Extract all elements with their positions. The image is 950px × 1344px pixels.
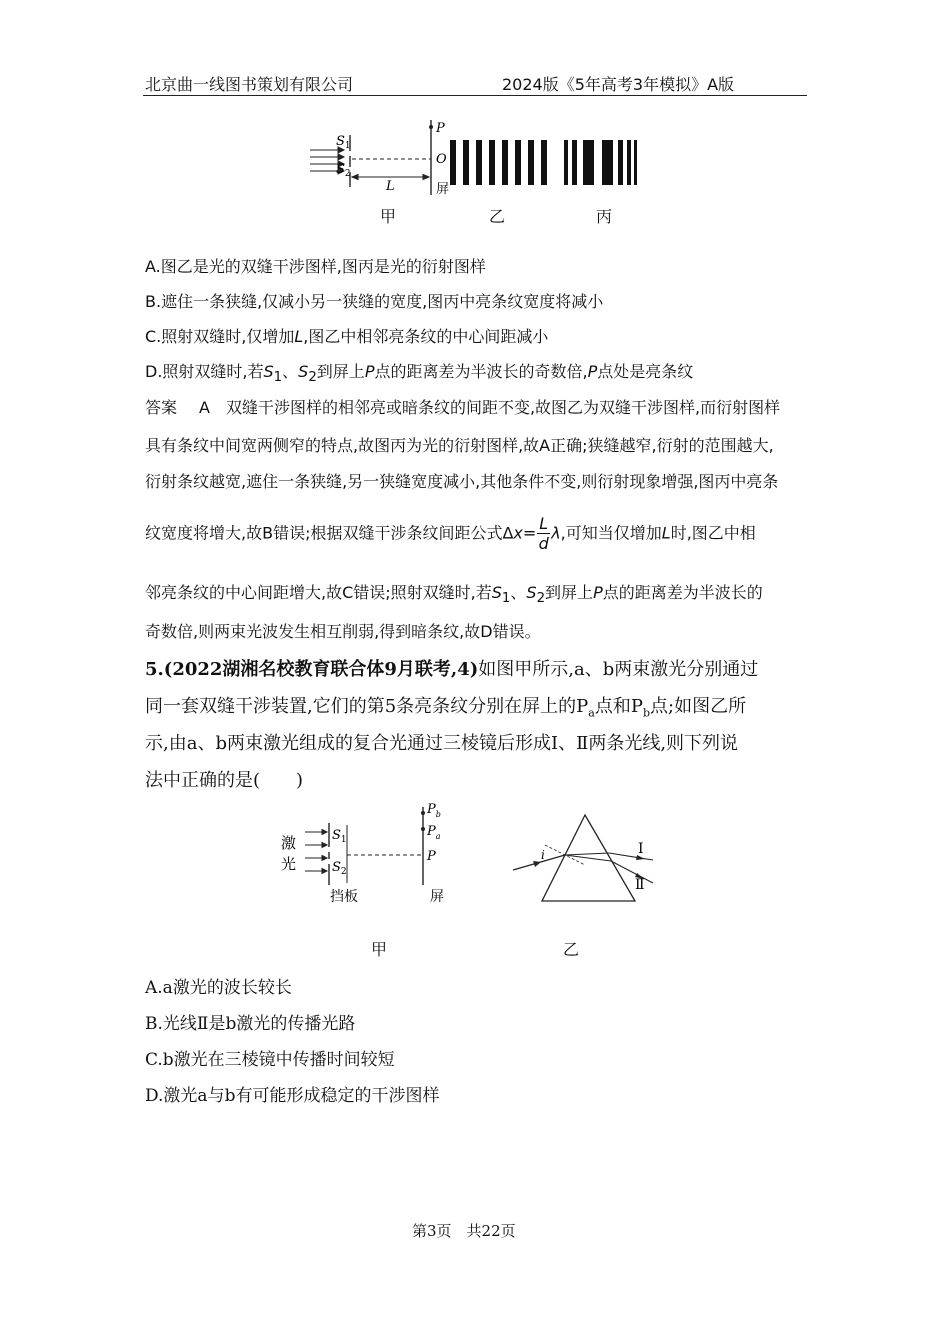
label-s2-2: $S_2$ <box>332 860 347 877</box>
label-screen: 屏 <box>436 182 450 197</box>
answer-label: 答案 <box>145 398 178 417</box>
header-book-title: 2024版《5年高考3年模拟》A版 <box>502 75 735 94</box>
label-o: O <box>436 152 447 167</box>
q5-line-3: 示,由a、b两束激光组成的复合光通过三棱镜后形成Ⅰ、Ⅱ两条光线,则下列说 <box>145 733 739 754</box>
label-baffle: 挡板 <box>330 889 358 905</box>
refracted-ray-lower <box>565 855 611 861</box>
q5-line-1: 5.(2022湖湘名校教育联合体9月联考,4)如图甲所示,a、b两束激光分别通过 <box>145 659 759 680</box>
header-rule <box>143 95 807 96</box>
caption-bing-1: 丙 <box>596 207 613 226</box>
caption-jia-1: 甲 <box>380 207 397 226</box>
q5-option-a: A.a激光的波长较长 <box>145 978 292 998</box>
label-screen-2: 屏 <box>430 889 444 905</box>
point-pb-dot <box>421 811 425 815</box>
diffraction-pattern-bing <box>564 140 637 185</box>
q5-option-b: B.光线Ⅱ是b激光的传播光路 <box>145 1014 356 1034</box>
answer-line-2: 具有条纹中间宽两侧窄的特点,故图丙为光的衍射图样,故A正确;狭缝越窄,衍射的范围越大, <box>145 436 774 455</box>
answer-line-4: 纹宽度将增大,故B错误;根据双缝干涉条纹间距公式Δx= $\frac{L}{d}$ λ,可知当仅增加L时,图乙中相 <box>145 514 756 553</box>
q4-option-b: B.遮住一条狭缝,仅减小另一狭缝的宽度,图丙中亮条纹宽度将减小 <box>145 292 604 311</box>
point-p-dot <box>429 125 433 129</box>
incident-ray-arrow <box>533 861 541 867</box>
q5-source: (2022湖湘名校教育联合体9月联考,4) <box>163 659 479 680</box>
answer-line-1: 答案 A 双缝干涉图样的相邻亮或暗条纹的间距不变,故图乙为双缝干涉图样,而衍射图样 <box>145 398 781 417</box>
label-p: P <box>436 121 445 136</box>
fraction-l-over-d: $\frac{L}{d}$ <box>538 514 549 553</box>
label-angle-i: i <box>541 848 545 862</box>
ray-i-out <box>609 853 653 860</box>
caption-yi-2: 乙 <box>563 940 580 959</box>
figure-laser-prism <box>275 795 675 915</box>
q4-option-a: A.图乙是光的双缝干涉图样,图丙是光的衍射图样 <box>145 257 486 276</box>
refracted-ray-upper <box>565 853 609 855</box>
caption-yi-1: 乙 <box>489 207 506 226</box>
q5-option-c: C.b激光在三棱镜中传播时间较短 <box>145 1050 395 1070</box>
answer-line-6: 奇数倍,则两束光波发生相互削弱,得到暗条纹,故D错误。 <box>145 622 541 641</box>
q4-option-d: D.照射双缝时,若$S_1$、$S_2$到屏上P点的距离差为半波长的奇数倍,P点处是亮条纹 <box>145 362 694 386</box>
answer-line-3: 衍射条纹越宽,遮住一条狭缝,另一狭缝宽度减小,其他条件不变,则衍射现象增强,图丙中亮条 <box>145 472 779 491</box>
q5-number: 5. <box>145 659 164 680</box>
label-s1: $S_1$ <box>336 134 351 151</box>
label-s1-2: $S_1$ <box>332 828 347 845</box>
label-l: L <box>386 179 395 194</box>
answer-line-5: 邻亮条纹的中心间距增大,故C错误;照射双缝时,若$S_1$、$S_2$到屏上P点的距离差为半波长的 <box>145 583 763 607</box>
laser-arrows <box>305 830 327 874</box>
ray-ii-out <box>611 861 653 883</box>
caption-jia-2: 甲 <box>371 940 388 959</box>
q5-line-2: 同一套双缝干涉装置,它们的第5条亮条纹分别在屏上的$P_a$点和$P_b$点;如图乙所 <box>145 696 747 720</box>
answer-choice: A <box>199 398 210 417</box>
label-pb: $P_b$ <box>427 802 441 819</box>
label-s2: $S_2$ <box>336 162 351 179</box>
q5-line-4: 法中正确的是( ) <box>145 770 304 791</box>
label-ray-ii: Ⅱ <box>635 877 645 893</box>
normal-line <box>545 845 585 865</box>
interference-pattern-yi <box>450 140 547 185</box>
point-pa-dot <box>421 827 425 831</box>
label-laser-1: 激 <box>281 834 297 852</box>
header-company: 北京曲一线图书策划有限公司 <box>145 75 354 94</box>
label-ray-i: Ⅰ <box>638 841 644 857</box>
label-p-2: P <box>427 849 436 864</box>
label-laser-2: 光 <box>281 855 297 873</box>
page-footer: 第3页 共22页 <box>412 1222 516 1240</box>
q5-option-d: D.激光a与b有可能形成稳定的干涉图样 <box>145 1086 440 1106</box>
label-pa: $P_a$ <box>427 824 441 841</box>
q4-option-c: C.照射双缝时,仅增加L,图乙中相邻亮条纹的中心间距减小 <box>145 327 549 346</box>
